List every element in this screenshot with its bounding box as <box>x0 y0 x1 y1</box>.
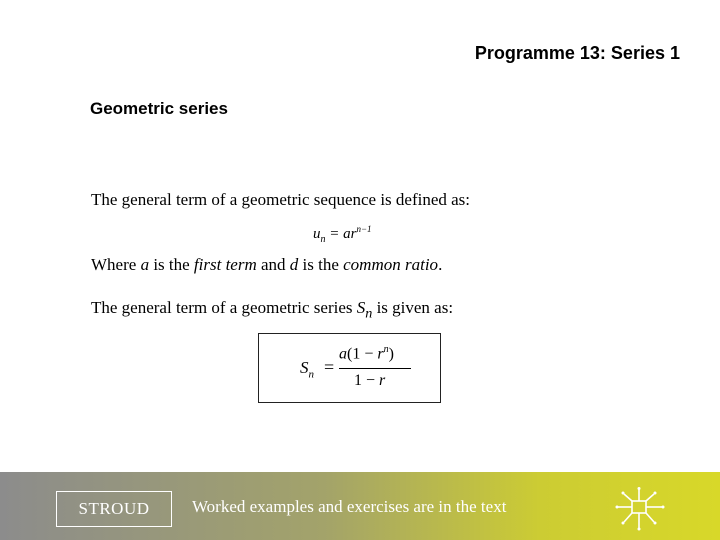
fraction-line <box>339 368 411 369</box>
programme-title: Programme 13: Series 1 <box>474 43 680 63</box>
def-first-term: first term <box>193 255 257 274</box>
def-t5: . <box>438 255 443 274</box>
def-d: d <box>289 255 299 274</box>
sum-lhs <box>300 358 314 380</box>
def-t2: is the <box>149 255 194 274</box>
series-S: S <box>356 298 366 317</box>
num-exp: n <box>383 344 389 355</box>
formula-u-sub: n <box>320 234 326 245</box>
sum-equals: = <box>324 357 335 377</box>
def-common-ratio: common ratio <box>343 255 439 274</box>
geometric-sequence-text: The general term of a geometric sequence is defined as: <box>91 190 471 209</box>
formula-exp: n−1 <box>356 224 372 234</box>
definition-text <box>91 255 442 275</box>
general-term-formula <box>313 224 372 245</box>
num-a: a <box>339 345 347 363</box>
num-r: r <box>377 345 384 363</box>
den-r: r <box>379 372 386 389</box>
def-t3: and <box>256 255 290 274</box>
den-1: 1 − <box>354 372 380 389</box>
sum-S-sub: n <box>308 368 314 381</box>
formula-eq: = ar <box>325 226 357 242</box>
series-S-sub: n <box>365 305 373 322</box>
num-close: ) <box>388 345 394 363</box>
num-mid: (1 − <box>347 345 378 363</box>
def-a: a <box>140 255 150 274</box>
stroud-button[interactable]: STROUD <box>56 491 172 527</box>
def-t4: is the <box>298 255 344 274</box>
footer-note: Worked examples and exercises are in the text <box>192 497 507 516</box>
book-logo-icon[interactable] <box>612 486 668 532</box>
def-t1: Where <box>91 255 141 274</box>
sum-denominator <box>354 372 385 390</box>
geometric-series-text <box>91 298 453 322</box>
footer-bar <box>0 472 720 540</box>
sum-formula-box <box>258 333 441 403</box>
formula-u: u <box>313 226 321 242</box>
series-t1: The general term of a geometric series <box>91 298 357 317</box>
sum-numerator <box>339 344 394 363</box>
section-heading: Geometric series <box>90 99 228 118</box>
sum-S: S <box>300 358 309 377</box>
series-t2: is given as: <box>372 298 454 317</box>
